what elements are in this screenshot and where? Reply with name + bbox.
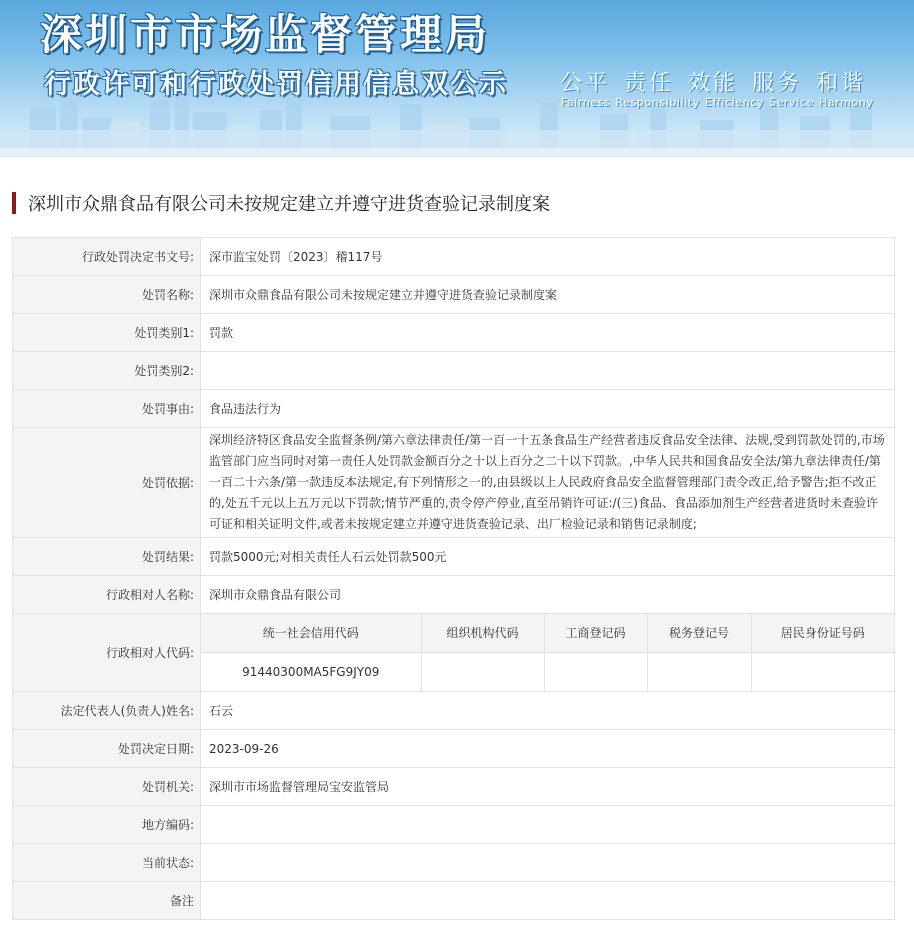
party-name-value: 深圳市众鼎食品有限公司 [201, 576, 895, 614]
table-row [13, 390, 895, 428]
system-subtitle: 行政许可和行政处罚信用信息双公示 [44, 69, 508, 100]
table-row [13, 692, 895, 730]
tax-reg-value [647, 653, 751, 692]
table-row [13, 314, 895, 352]
row-label: 处罚决定日期: [13, 730, 201, 768]
table-row [13, 276, 895, 314]
motto-word: 和谐 [816, 71, 867, 96]
case-title: 深圳市众鼎食品有限公司未按规定建立并遵守进货查验记录制度案 [28, 194, 550, 215]
table-row [13, 352, 895, 390]
code-header-row [201, 614, 894, 653]
row-label: 处罚机关: [13, 768, 201, 806]
penalty-type2-value [201, 352, 895, 390]
code-header: 税务登记号 [647, 614, 751, 653]
row-label: 行政相对人名称: [13, 576, 201, 614]
table-row [13, 730, 895, 768]
motto-english [561, 96, 878, 109]
code-header: 组织机构代码 [421, 614, 544, 653]
row-label: 法定代表人(负责人)姓名: [13, 692, 201, 730]
agency-title: 深圳市市场监督管理局 [40, 10, 491, 59]
penalty-name-value: 深圳市众鼎食品有限公司未按规定建立并遵守进货查验记录制度案 [201, 276, 895, 314]
motto-word: 服务 [752, 71, 803, 96]
motto-en-word: Service [769, 96, 814, 109]
motto-en-word: Harmony [818, 96, 874, 109]
penalty-reason-value: 食品违法行为 [201, 390, 895, 428]
code-value-row [201, 653, 894, 692]
row-label: 行政相对人代码: [13, 614, 201, 692]
motto-word: 效能 [688, 71, 739, 96]
header-banner [0, 0, 914, 157]
row-label: 当前状态: [13, 844, 201, 882]
motto-en-word: Responsibility [615, 96, 700, 109]
credit-code-value: 91440300MA5FG9JY09 [201, 653, 421, 692]
row-label: 处罚类别1: [13, 314, 201, 352]
table-row [13, 538, 895, 576]
decision-number-value: 深市监宝处罚〔2023〕稽117号 [201, 238, 895, 276]
org-code-value [421, 653, 544, 692]
business-reg-value [544, 653, 647, 692]
penalty-basis-value: 深圳经济特区食品安全监督条例/第六章法律责任/第一百一十五条食品生产经营者违反食品安全法律、法规,受到罚款处罚的,市场监管部门应当同时对第一责任人处罚款金额百分之十以上百分之二十以下罚款。,中华人民共和国食品安全法/第九章法律责任/第一百二十六条/第一款违反本法规定,有下列情形之一的,由县级以上人民政府食品安全监督管理部门责令改正,给予警告;拒不改正的,处五千元以上五万元以下罚款;情节严重的,责令停产停业,直至吊销许可证:/(三)食品、食品添加剂生产经营者进货时未查验许可证和相关证明文件,或者未按规定建立并遵守进货查验记录、出厂检验记录和销售记录制度; [201, 428, 895, 538]
remark-value [201, 882, 895, 920]
row-label: 备注 [13, 882, 201, 920]
penalty-result-value: 罚款5000元;对相关责任人石云处罚款500元 [201, 538, 895, 576]
motto-word: 公平 [560, 71, 611, 96]
id-number-value [751, 653, 894, 692]
legal-rep-value: 石云 [201, 692, 895, 730]
table-row [13, 238, 895, 276]
row-label: 处罚事由: [13, 390, 201, 428]
row-label: 处罚类别2: [13, 352, 201, 390]
penalty-type1-value: 罚款 [201, 314, 895, 352]
motto-en-word: Fairness [561, 96, 611, 109]
row-label: 处罚依据: [13, 428, 201, 538]
code-header: 工商登记码 [544, 614, 647, 653]
table-row [13, 576, 895, 614]
penalty-info-table [12, 237, 895, 920]
table-row [13, 882, 895, 920]
region-code-value [201, 806, 895, 844]
row-label: 处罚结果: [13, 538, 201, 576]
motto-chinese [560, 66, 880, 97]
table-row [13, 614, 895, 692]
table-row [13, 806, 895, 844]
table-row [13, 428, 895, 538]
row-label: 地方编码: [13, 806, 201, 844]
motto-word: 责任 [624, 71, 675, 96]
motto-en-word: Efficiency [704, 96, 765, 109]
status-value [201, 844, 895, 882]
table-row [13, 844, 895, 882]
decision-date-value: 2023-09-26 [201, 730, 895, 768]
table-row [13, 768, 895, 806]
case-title-header [12, 190, 550, 216]
title-accent-bar [12, 192, 16, 214]
row-label: 处罚名称: [13, 276, 201, 314]
authority-value: 深圳市市场监督管理局宝安监管局 [201, 768, 895, 806]
code-header: 统一社会信用代码 [201, 614, 421, 653]
row-label: 行政处罚决定书文号: [13, 238, 201, 276]
code-header: 居民身份证号码 [751, 614, 894, 653]
party-code-cell [201, 614, 895, 692]
party-code-table [201, 614, 894, 691]
